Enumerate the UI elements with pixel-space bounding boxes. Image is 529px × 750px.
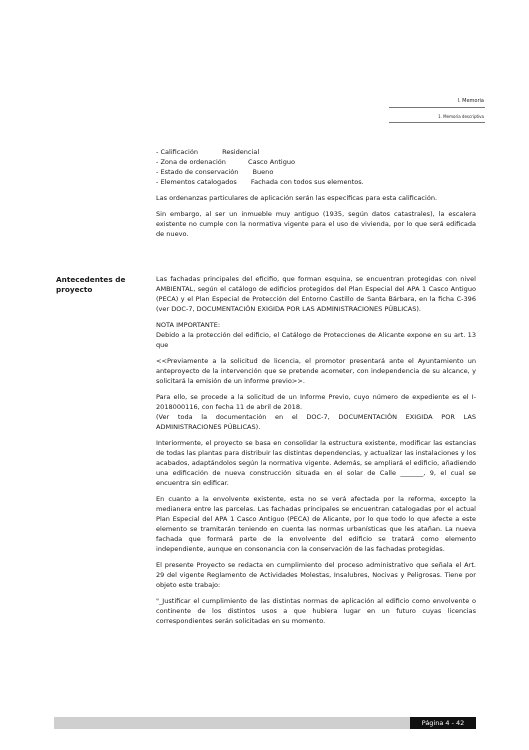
body-paragraph: Para ello, se procede a la solicitud de un Informe Previo, cuyo número de expediente es el I-2018000116, con fecha 11 de abril de 2018.	[156, 393, 476, 411]
intro-paragraph: Sin embargo, al ser un inmueble muy antiguo (1935, según datos catastrales), la escalera existente no cumple con la normativa vigente para el uso de vivienda, por lo que será edificada de nuevo.	[156, 210, 476, 238]
attribute-value: Bueno	[252, 168, 274, 176]
body-paragraph: En cuanto a la envolvente existente, esta no se verá afectada por la reforma, excepto la medianera entre las parcelas. Las fachadas principales se encuentran catalogadas por el actual Plan Especial del APA 1 Casco Antiguo (PECA) de Alicante, por lo que todo lo que afecte a este elemento se tramitarán teniendo en cuenta las normas urbanísticas que les atañan. La nueva fachada que formará parte de la envolvente del edificio se tratará como elemento independiente, aunque en consonancia con la conservación de las fachadas protegidas.	[156, 495, 476, 553]
attribute-label: - Estado de conservación	[156, 168, 239, 176]
header-section-title: I. Memoria	[457, 98, 484, 104]
body-paragraph: Las fachadas principales del eficifio, que forman esquina, se encuentran protegidas con nivel AMBIENTAL, según el catálogo de edificios protegidos del Plan Especial del APA 1 Casco Antiguo (PECA) y el Plan Especial de Protección del Entorno Castillo de Santa Bárbara, en la ficha C-396 (ver DOC-7, DOCUMENTACIÓN EXIGIDA POR LAS ADMINISTRACIONES PÚBLICAS).	[156, 275, 476, 313]
body-paragraph: NOTA IMPORTANTE:	[156, 321, 221, 329]
header-divider	[389, 122, 485, 123]
section-title: Antecedentes de proyecto	[56, 275, 126, 294]
attribute-label: - Calificación	[156, 148, 198, 156]
header-divider	[389, 107, 485, 108]
body-paragraph: El presente Proyecto se redacta en cumplimiento del proceso administrativo que señala el Art. 29 del vigente Reglamento de Actividades Molestas, Insalubres, Nocivas y Peligrosas. Tiene por objeto este trabajo:	[156, 561, 476, 589]
section-body	[156, 274, 476, 626]
body-paragraph: "_Justificar el cumplimiento de las distintas normas de aplicación al edificio como envolvente o continente de los distintos usos a que hubiera lugar en un futuro cuyas licencias correspondientes serán solicitadas en su momento.	[156, 597, 476, 625]
attribute-label: - Zona de ordenación	[156, 158, 226, 166]
attribute-value: Casco Antiguo	[248, 158, 296, 166]
attribute-value: Residencial	[222, 148, 260, 156]
body-paragraph: Debido a la protección del edificio, el Catálogo de Protecciones de Alicante expone en su art. 13 que	[156, 331, 476, 349]
attribute-value: Fachada con todos sus elementos.	[250, 178, 364, 186]
header-subsection-title: 1. Memoria descriptiva	[438, 114, 484, 119]
intro-paragraph: Las ordenanzas particulares de aplicación serán las específicas para esta calificación.	[156, 194, 438, 202]
attribute-row	[156, 157, 476, 167]
attribute-row	[156, 177, 476, 187]
body-paragraph: <<Previamente a la solicitud de licencia, el promotor presentará ante el Ayuntamiento un anteproyecto de la intervención que se pretende acometer, con independencia de su alcance, y solicitará la emisión de un informe previo>>.	[156, 357, 476, 385]
attributes-block	[156, 147, 476, 239]
body-paragraph: (Ver toda la documentación en el DOC-7, DOCUMENTACIÓN EXIGIDA POR LAS ADMINISTRACIONES PÚBLICAS).	[156, 413, 476, 431]
page-number: Página 4 - 42	[410, 717, 476, 729]
attribute-row	[156, 167, 476, 177]
attribute-label: - Elementos catalogados	[156, 178, 237, 186]
body-paragraph: Interiormente, el proyecto se basa en consolidar la estructura existente, modificar las estancias de todas las plantas para distribuir las distintas dependencias, y actualizar las instalaciones y los acabados, adaptándolos según la normativa vigente. Además, se ampliará el edificio, añadiendo una edificación de nueva construcción situada en el solar de Calle _______, 9, el cual se encuentra sin edificar.	[156, 439, 476, 487]
footer-bar	[54, 717, 410, 729]
attribute-row	[156, 147, 476, 157]
